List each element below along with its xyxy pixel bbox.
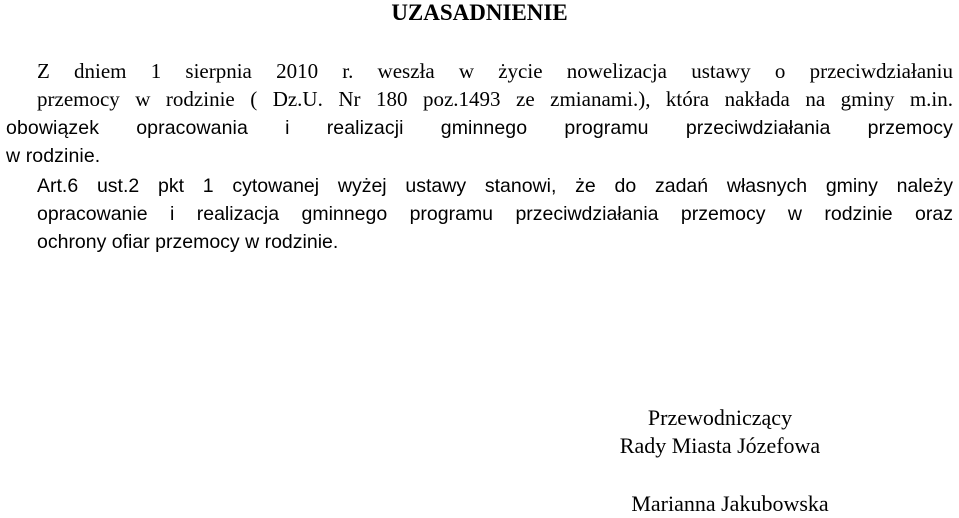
document-title: UZASADNIENIE bbox=[391, 0, 568, 25]
paragraph-line: Z dniem 1 sierpnia 2010 r. weszła w życie nowelizacja ustawy o przeciwdziałaniu bbox=[37, 59, 953, 83]
paragraph-line: obowiązek opracowania i realizacji gminnego programu przeciwdziałania przemocy bbox=[6, 117, 953, 139]
paragraph-article-reference bbox=[6, 172, 953, 256]
paragraph-line: opracowanie i realizacja gminnego programu przeciwdziałania przemocy w rodzinie oraz bbox=[37, 203, 953, 225]
signature-institution: Rady Miasta Józefowa bbox=[619, 433, 821, 458]
paragraph-line: przemocy w rodzinie ( Dz.U. Nr 180 poz.1493 ze zmianami.), która nakłada na gminy m.in. bbox=[37, 87, 953, 111]
paragraph-line: w rodzinie. bbox=[6, 145, 101, 167]
signature-name: Marianna Jakubowska bbox=[631, 491, 829, 516]
paragraph-obligation bbox=[6, 114, 953, 170]
paragraph-line: Art.6 ust.2 pkt 1 cytowanej wyżej ustawy stanowi, że do zadań własnych gminy należy bbox=[37, 175, 953, 197]
signature-position: Przewodniczący bbox=[647, 405, 793, 430]
paragraph-legal-basis bbox=[6, 57, 953, 113]
paragraph-line: ochrony ofiar przemocy w rodzinie. bbox=[37, 231, 339, 253]
